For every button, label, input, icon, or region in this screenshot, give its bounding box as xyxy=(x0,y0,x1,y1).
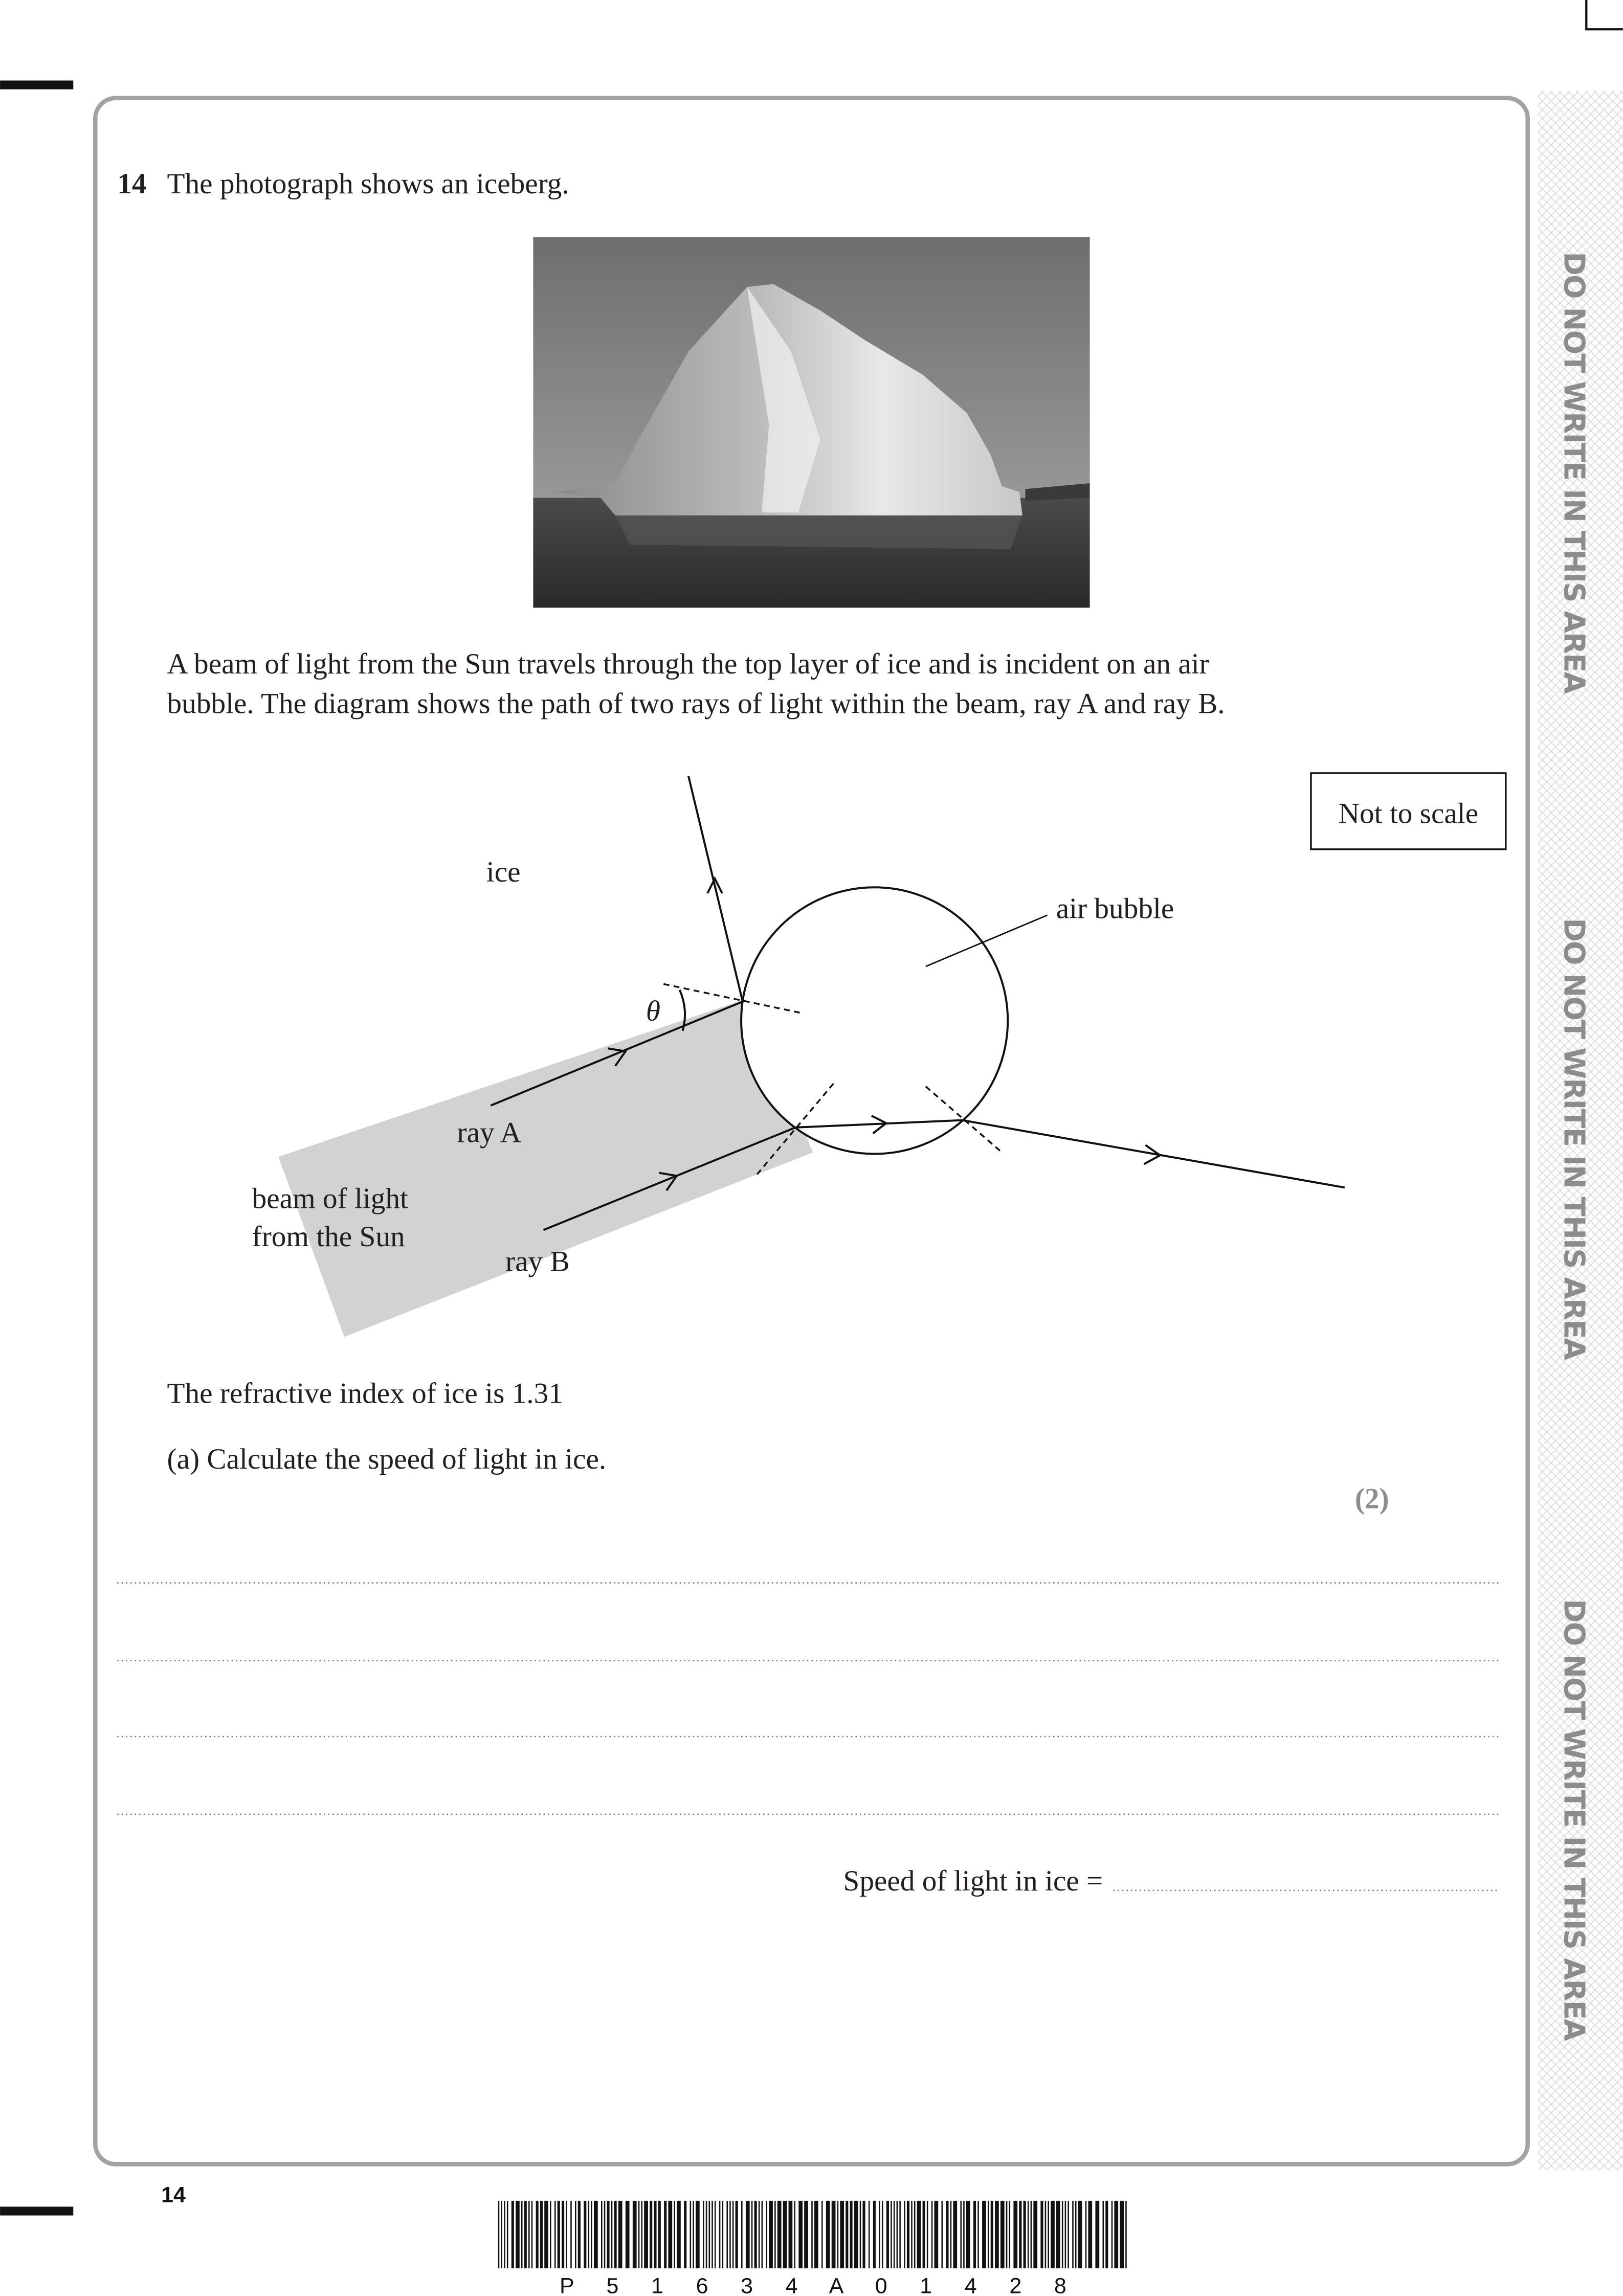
barcode-bar xyxy=(1095,2201,1099,2268)
barcode-bar xyxy=(626,2201,630,2268)
barcode-bar xyxy=(873,2201,876,2268)
barcode-bar xyxy=(899,2201,901,2268)
barcode-bar xyxy=(654,2201,656,2268)
barcode-bar xyxy=(917,2201,921,2268)
barcode-bar xyxy=(668,2201,672,2268)
barcode-bar xyxy=(715,2201,716,2268)
barcode-bar xyxy=(973,2201,976,2268)
margin-warning-3: DO NOT WRITE IN THIS AREA xyxy=(1557,1599,1591,2040)
barcode-bar xyxy=(614,2201,616,2268)
barcode-bar xyxy=(1009,2201,1011,2268)
barcode-bar xyxy=(1045,2201,1047,2268)
barcode-bar xyxy=(927,2201,928,2268)
crop-mark-top-left xyxy=(0,80,73,89)
barcode-bar xyxy=(1024,2201,1026,2268)
barcode-bar xyxy=(811,2201,813,2268)
barcode-bar xyxy=(879,2201,880,2268)
barcode-bar xyxy=(607,2201,609,2268)
beam-label-line-2: from the Sun xyxy=(252,1220,405,1253)
barcode-bar xyxy=(684,2201,686,2268)
barcode-bar xyxy=(719,2201,721,2268)
barcode-bar xyxy=(762,2201,763,2268)
barcode-bar xyxy=(1051,2201,1055,2268)
barcode-bar xyxy=(953,2201,957,2268)
barcode-bar xyxy=(991,2201,993,2268)
barcode-bar xyxy=(703,2201,704,2268)
refraction-diagram xyxy=(252,773,1506,1337)
paragraph-line-1: A beam of light from the Sun travels through the top layer of ice and is incident on an air xyxy=(167,648,1209,681)
barcode-bar xyxy=(693,2201,694,2268)
barcode-bar xyxy=(690,2201,692,2268)
barcode-bar xyxy=(611,2201,613,2268)
barcode-bar xyxy=(794,2201,795,2268)
barcode-bar xyxy=(751,2201,753,2268)
barcode-bar xyxy=(554,2201,556,2268)
barcode-bar xyxy=(966,2201,970,2268)
barcode-bar xyxy=(501,2201,502,2268)
barcode-bar xyxy=(558,2201,560,2268)
barcode-bar xyxy=(677,2201,681,2268)
barcode-bar xyxy=(982,2201,986,2268)
margin-warning-2: DO NOT WRITE IN THIS AREA xyxy=(1557,918,1591,1360)
barcode-bar xyxy=(604,2201,606,2268)
barcode-bar xyxy=(960,2201,962,2268)
barcode-text: P 5 1 6 3 4 A 0 1 4 2 8 xyxy=(559,2274,1066,2296)
barcode-bar xyxy=(1033,2201,1037,2268)
barcode-bar xyxy=(591,2201,592,2268)
barcode-bar xyxy=(814,2201,818,2268)
barcode-bar xyxy=(732,2201,734,2268)
barcode-bar xyxy=(1078,2201,1082,2268)
barcode-bar xyxy=(1001,2201,1005,2268)
paragraph-line-2: bubble. The diagram shows the path of two rays of light within the beam, ray A and ray B. xyxy=(167,687,1225,720)
barcode-bar xyxy=(941,2201,943,2268)
barcode-bar xyxy=(832,2201,836,2268)
barcode-bar xyxy=(950,2201,952,2268)
barcode-bar xyxy=(550,2201,551,2268)
part-a-question: (a) Calculate the speed of light in ice. xyxy=(167,1443,607,1476)
barcode-bar xyxy=(658,2201,661,2268)
barcode-bar xyxy=(759,2201,760,2268)
barcode-bar xyxy=(1062,2201,1063,2268)
question-number: 14 xyxy=(117,167,147,200)
barcode-bar xyxy=(837,2201,839,2268)
barcode-bar xyxy=(536,2201,539,2268)
barcode-bar xyxy=(995,2201,999,2268)
barcode-bar xyxy=(923,2201,925,2268)
barcode-bar xyxy=(826,2201,830,2268)
iceberg-photo xyxy=(533,237,1090,607)
barcode-bar xyxy=(562,2201,564,2268)
barcode-bar xyxy=(846,2201,848,2268)
barcode-bar xyxy=(566,2201,567,2268)
not-to-scale-label: Not to scale xyxy=(1338,797,1479,830)
barcode-bar xyxy=(544,2201,548,2268)
barcode-bar xyxy=(504,2201,505,2268)
barcode-bar xyxy=(524,2201,527,2268)
barcode-bar xyxy=(988,2201,989,2268)
page-number: 14 xyxy=(161,2182,186,2208)
barcode-bar xyxy=(766,2201,767,2268)
barcode-bar xyxy=(570,2201,572,2268)
ray-a-label: ray A xyxy=(457,1116,522,1149)
barcode-bar xyxy=(1068,2201,1069,2268)
barcode-bar xyxy=(644,2201,648,2268)
barcode-bar xyxy=(840,2201,844,2268)
barcode-bar xyxy=(774,2201,776,2268)
barcode-bar xyxy=(882,2201,883,2268)
barcode-bar xyxy=(1006,2201,1008,2268)
barcode-bar xyxy=(862,2201,865,2268)
barcode-bar xyxy=(754,2201,757,2268)
barcode-bar xyxy=(498,2201,500,2268)
air-bubble xyxy=(741,887,1008,1154)
barcode-bar xyxy=(1088,2201,1092,2268)
barcode-bar xyxy=(946,2201,948,2268)
barcode-bar xyxy=(516,2201,520,2268)
barcode-bar xyxy=(860,2201,861,2268)
barcode-bar xyxy=(650,2201,652,2268)
barcode-bar xyxy=(638,2201,640,2268)
light-beam xyxy=(278,999,813,1337)
ice-label: ice xyxy=(486,856,521,888)
barcode-bar xyxy=(729,2201,731,2268)
barcode-bar xyxy=(1019,2201,1021,2268)
barcode-bar xyxy=(904,2201,905,2268)
barcode-bar xyxy=(712,2201,713,2268)
barcode-bar xyxy=(1114,2201,1118,2268)
barcode-bar xyxy=(601,2201,603,2268)
barcode-bar xyxy=(641,2201,642,2268)
barcode-bar xyxy=(594,2201,598,2268)
barcode-bar xyxy=(914,2201,916,2268)
barcode-bar xyxy=(664,2201,666,2268)
barcode-bar xyxy=(521,2201,523,2268)
barcode-bar xyxy=(674,2201,675,2268)
barcode-bar xyxy=(911,2201,913,2268)
barcode-bar xyxy=(578,2201,581,2268)
question-intro: The photograph shows an iceberg. xyxy=(167,167,569,200)
crop-mark-bottom-left xyxy=(0,2207,73,2215)
barcode-bar xyxy=(897,2201,898,2268)
barcode-bar xyxy=(783,2201,787,2268)
barcode-bar xyxy=(575,2201,576,2268)
barcode-bar xyxy=(789,2201,793,2268)
barcode-bar xyxy=(777,2201,782,2268)
barcode-bar xyxy=(1102,2201,1104,2268)
refractive-index-text: The refractive index of ice is 1.31 xyxy=(167,1377,563,1410)
barcode-bar xyxy=(726,2201,728,2268)
barcode-bar xyxy=(1028,2201,1029,2268)
barcode-bar xyxy=(1048,2201,1049,2268)
barcode-bar xyxy=(891,2201,892,2268)
barcode-bar xyxy=(528,2201,530,2268)
barcode-bar xyxy=(507,2201,508,2268)
barcode-bar xyxy=(1111,2201,1113,2268)
barcode-bar xyxy=(1031,2201,1032,2268)
barcode-bar xyxy=(1085,2201,1087,2268)
barcode-bar xyxy=(741,2201,743,2268)
barcode-bar xyxy=(512,2201,514,2268)
barcode-bar xyxy=(1013,2201,1017,2268)
marks-label: (2) xyxy=(1354,1482,1389,1515)
beam-label-line-1: beam of light xyxy=(252,1182,408,1215)
crop-mark-top-right xyxy=(1586,0,1623,29)
barcode-bar xyxy=(696,2201,700,2268)
barcode-bar xyxy=(894,2201,895,2268)
barcode-bar xyxy=(769,2201,773,2268)
barcode xyxy=(498,2201,1127,2268)
barcode-bar xyxy=(934,2201,938,2268)
answer-label: Speed of light in ice = xyxy=(843,1864,1103,1897)
air-bubble-label: air bubble xyxy=(1056,892,1174,925)
barcode-bar xyxy=(531,2201,533,2268)
barcode-bar xyxy=(977,2201,979,2268)
ray-b-label: ray B xyxy=(505,1245,570,1278)
margin-warning-1: DO NOT WRITE IN THIS AREA xyxy=(1557,252,1591,693)
barcode-bar xyxy=(746,2201,750,2268)
barcode-bar xyxy=(618,2201,622,2268)
barcode-bar xyxy=(1040,2201,1043,2268)
barcode-bar xyxy=(821,2201,823,2268)
barcode-bar xyxy=(1105,2201,1108,2268)
barcode-bar xyxy=(804,2201,808,2268)
barcode-bar xyxy=(633,2201,637,2268)
barcode-bar xyxy=(708,2201,710,2268)
barcode-bar xyxy=(540,2201,543,2268)
barcode-bar xyxy=(1056,2201,1060,2268)
barcode-bar xyxy=(963,2201,965,2268)
barcode-bar xyxy=(850,2201,853,2268)
barcode-bar xyxy=(736,2201,738,2268)
answer-lines[interactable] xyxy=(117,1583,1498,1814)
barcode-bar xyxy=(798,2201,803,2268)
do-not-write-margin xyxy=(1538,91,1623,2170)
barcode-bar xyxy=(1125,2201,1127,2268)
barcode-bar xyxy=(907,2201,909,2268)
barcode-bar xyxy=(584,2201,586,2268)
barcode-bar xyxy=(854,2201,858,2268)
barcode-bar xyxy=(886,2201,889,2268)
barcode-bar xyxy=(706,2201,707,2268)
barcode-bar xyxy=(1075,2201,1077,2268)
barcode-bar xyxy=(588,2201,590,2268)
barcode-bar xyxy=(869,2201,870,2268)
barcode-bar xyxy=(722,2201,724,2268)
theta-label: θ xyxy=(646,995,661,1027)
barcode-bar xyxy=(1120,2201,1124,2268)
barcode-bar xyxy=(1072,2201,1074,2268)
barcode-bar xyxy=(1065,2201,1066,2268)
barcode-bar xyxy=(931,2201,933,2268)
